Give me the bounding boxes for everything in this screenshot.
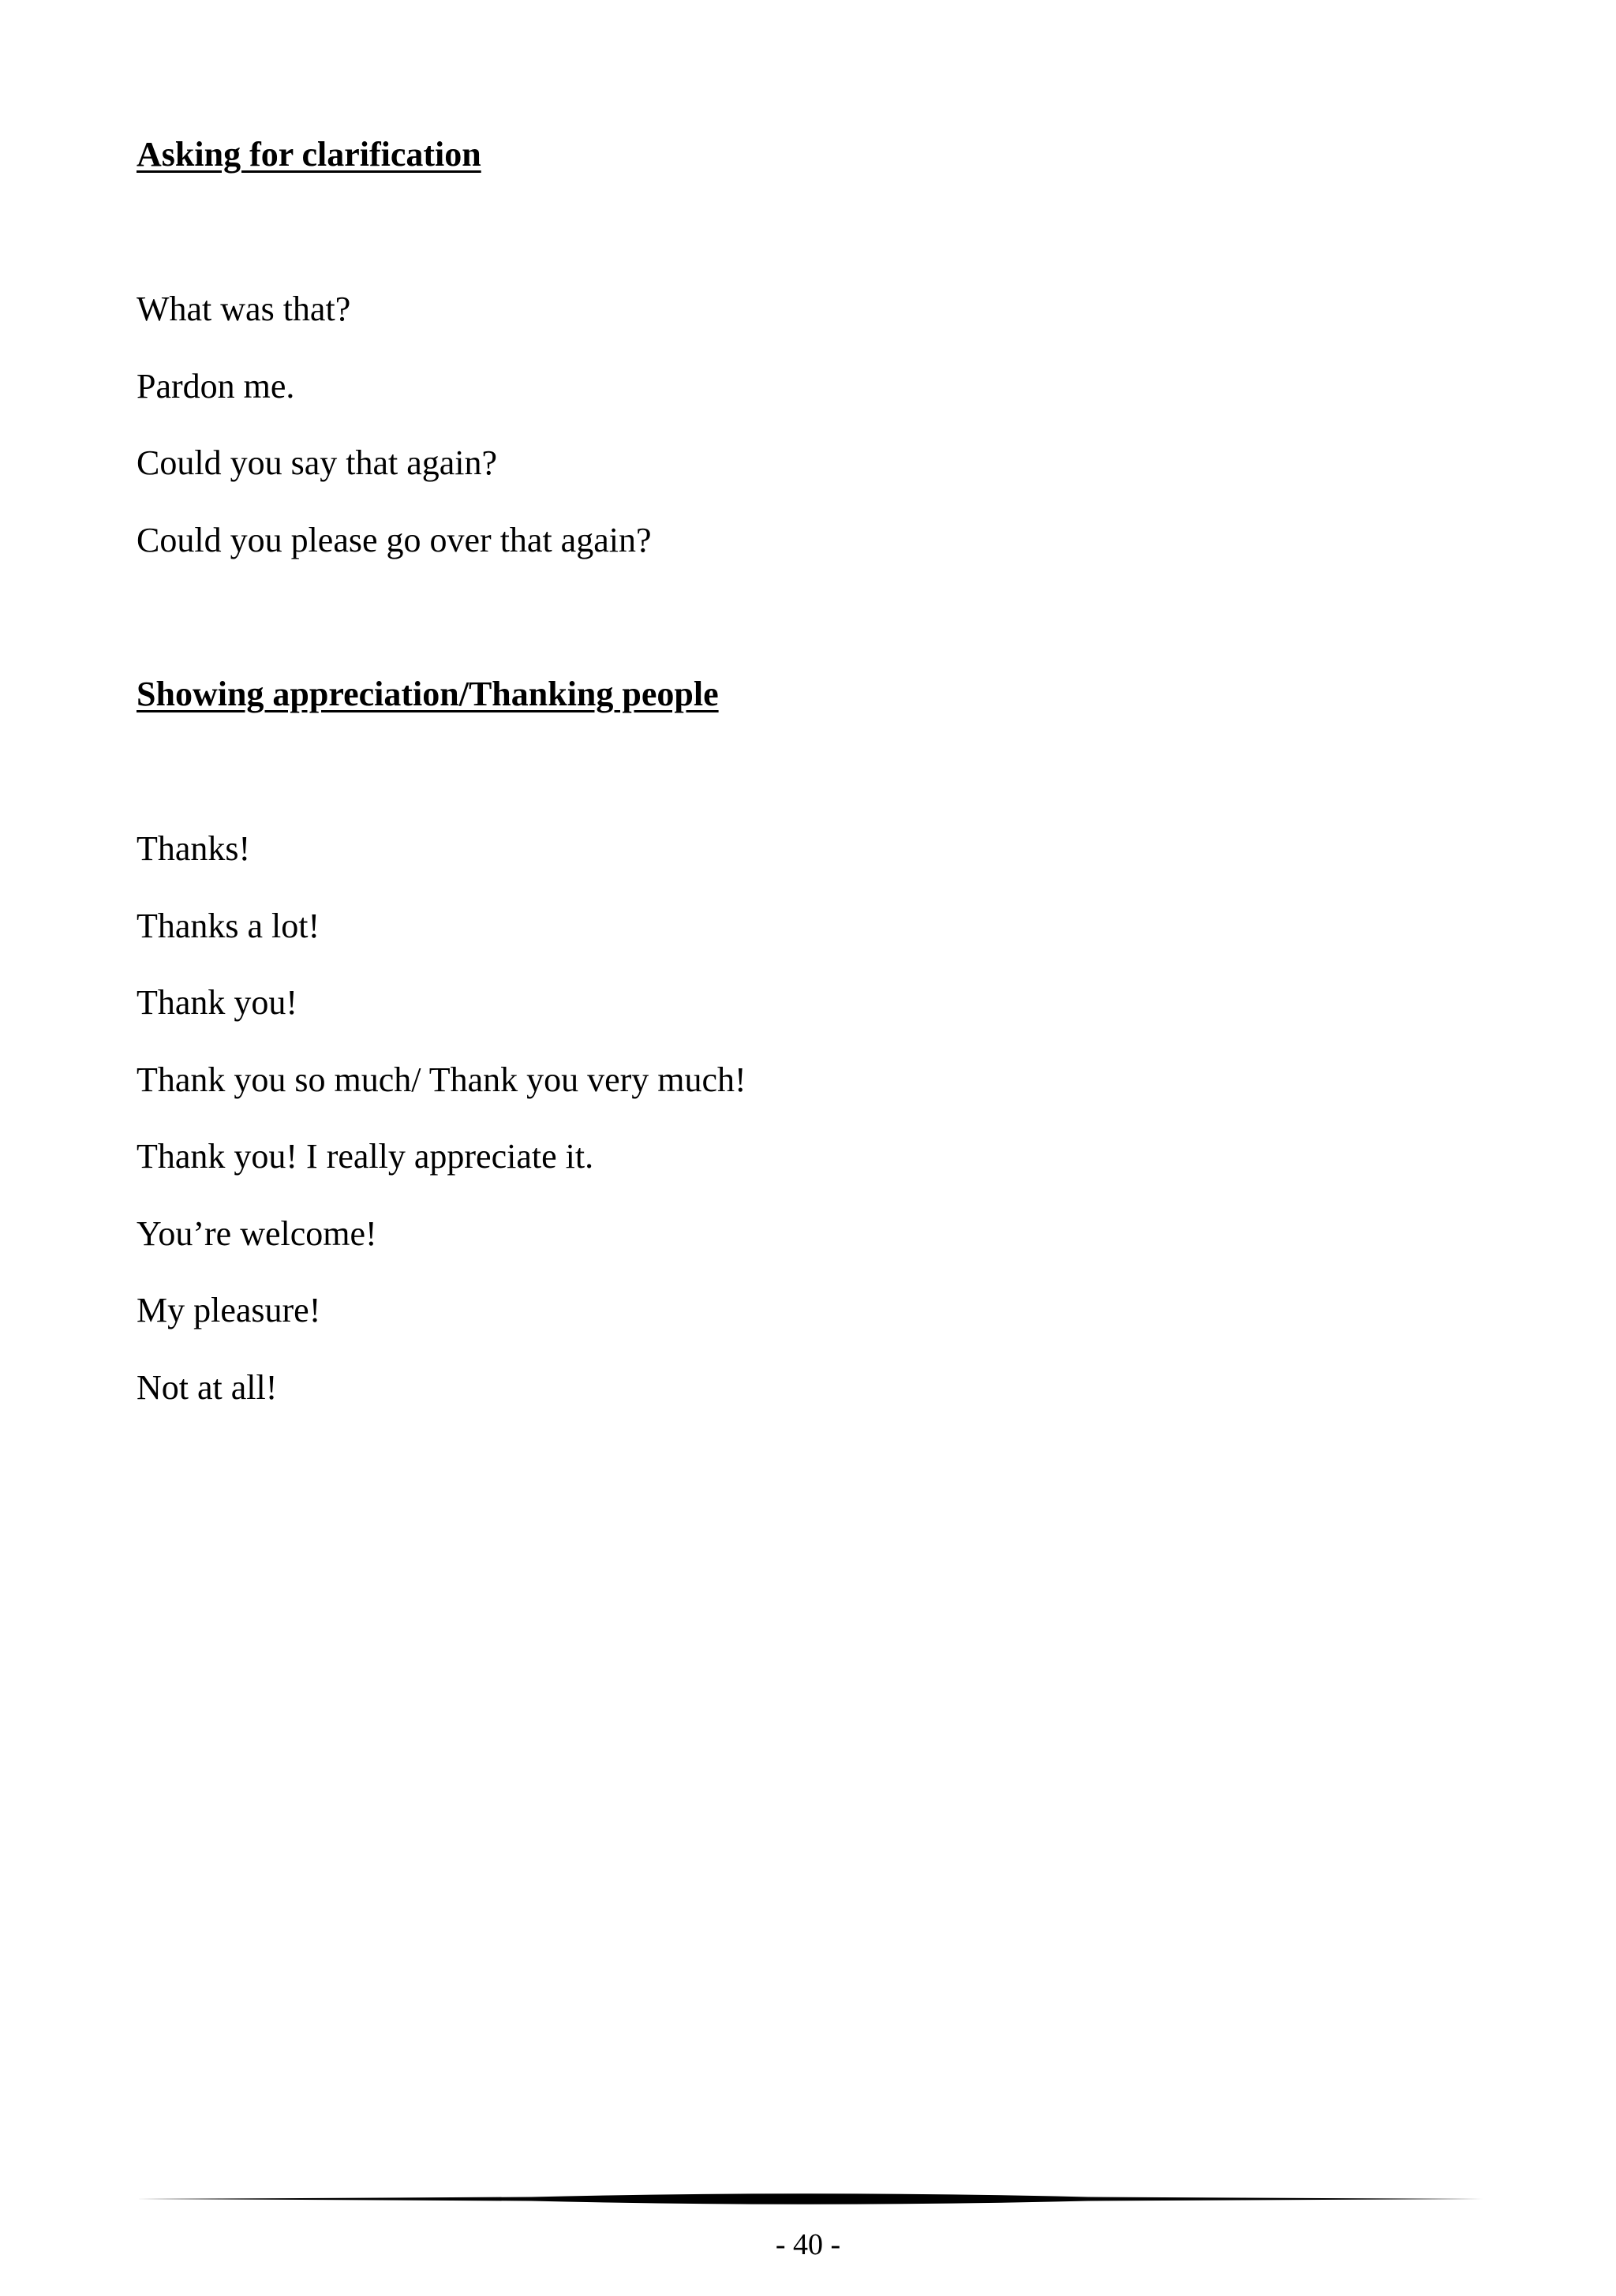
phrase-item: Thank you! — [137, 983, 298, 1022]
page-number: - 40 - — [775, 2228, 841, 2261]
section-heading-clarification: Asking for clarification — [137, 135, 481, 174]
phrase-list-clarification — [137, 287, 651, 595]
phrase-item: Thanks a lot! — [137, 906, 320, 945]
phrase-item: Pardon me. — [137, 366, 295, 406]
phrase-item: What was that? — [137, 290, 351, 328]
phrase-item: My pleasure! — [137, 1291, 321, 1329]
phrase-item: Thanks! — [137, 829, 251, 868]
phrase-item: You’re welcome! — [137, 1213, 377, 1253]
phrase-item: Thank you! I really appreciate it. — [137, 1137, 594, 1176]
phrase-item: Thank you so much/ Thank you very much! — [137, 1060, 746, 1099]
section-heading-thanking: Showing appreciation/Thanking people — [137, 675, 719, 713]
phrase-list-thanking — [137, 827, 746, 1442]
phrase-item: Could you please go over that again? — [137, 520, 652, 559]
phrase-item: Could you say that again? — [137, 443, 498, 482]
footer-divider — [137, 2189, 1483, 2209]
phrase-item: Not at all! — [137, 1367, 278, 1407]
